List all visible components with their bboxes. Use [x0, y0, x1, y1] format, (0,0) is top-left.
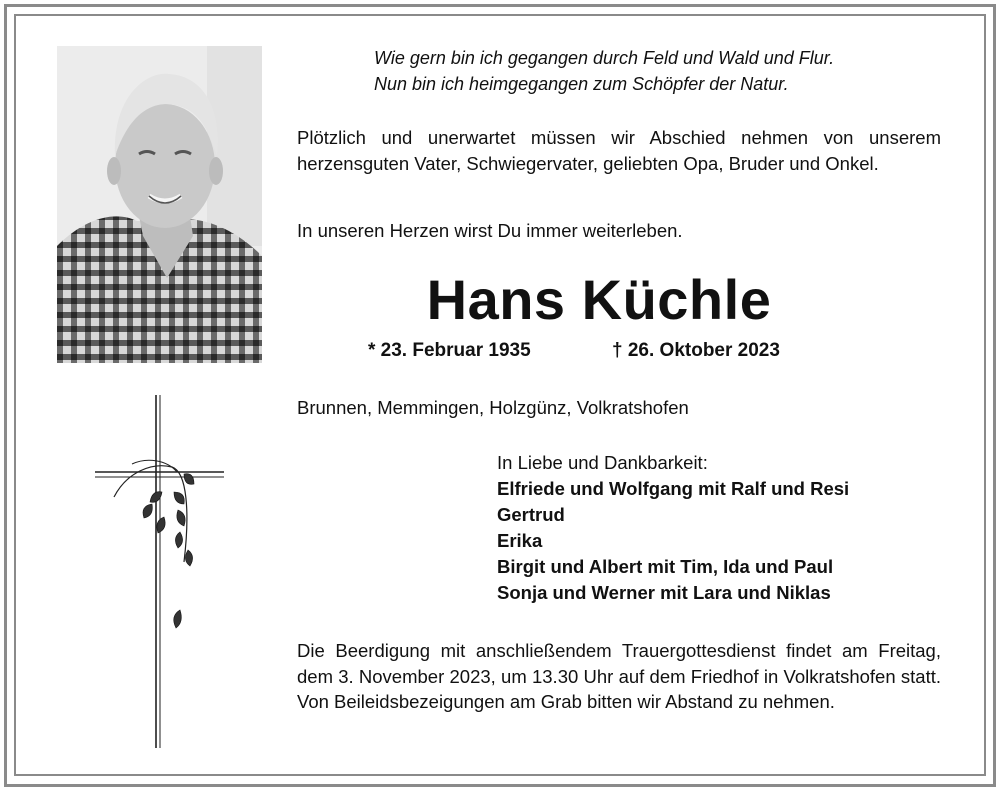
mourners-list	[497, 476, 849, 606]
mourner-name: Gertrud	[497, 504, 565, 525]
death-date: † 26. Oktober 2023	[612, 340, 780, 361]
places-line: Brunnen, Memmingen, Holzgünz, Volkratshofen	[297, 397, 689, 418]
mourner-name: Sonja und Werner mit Lara und Niklas	[497, 582, 831, 603]
mourners-heading: In Liebe und Dankbarkeit:	[497, 452, 708, 473]
life-dates	[368, 338, 888, 364]
intro-paragraph: Plötzlich und unerwartet müssen wir Abschied nehmen von unserem herzensguten Vater, Schwiegervater, geliebten Opa, Bruder und Onkel.	[297, 127, 941, 174]
portrait-photo	[57, 46, 262, 363]
memory-line: In unseren Herzen wirst Du immer weiterleben.	[297, 220, 683, 241]
quote-line-2: Nun bin ich heimgegangen zum Schöpfer der Natur.	[374, 74, 789, 94]
quote-line-1: Wie gern bin ich gegangen durch Feld und Wald und Flur.	[374, 48, 835, 68]
mourners-block	[497, 450, 849, 606]
deceased-name: Hans Küchle	[426, 268, 772, 331]
mourner-name: Elfriede und Wolfgang mit Ralf und Resi	[497, 478, 850, 499]
birth-date: * 23. Februar 1935	[368, 340, 531, 361]
mourner-name: Birgit und Albert mit Tim, Ida und Paul	[497, 556, 834, 577]
funeral-paragraph: Die Beerdigung mit anschließendem Trauergottesdienst findet am Freitag, dem 3. November 2023, um 13.30 Uhr auf dem Friedhof in Volkratshofen statt. Von Beileidsbezeigungen am Grab bitten wir Abstand zu nehmen.	[297, 640, 941, 712]
mourner-name: Erika	[497, 530, 543, 551]
memorial-quote	[374, 45, 954, 97]
cross-with-leaves-icon	[92, 392, 232, 752]
